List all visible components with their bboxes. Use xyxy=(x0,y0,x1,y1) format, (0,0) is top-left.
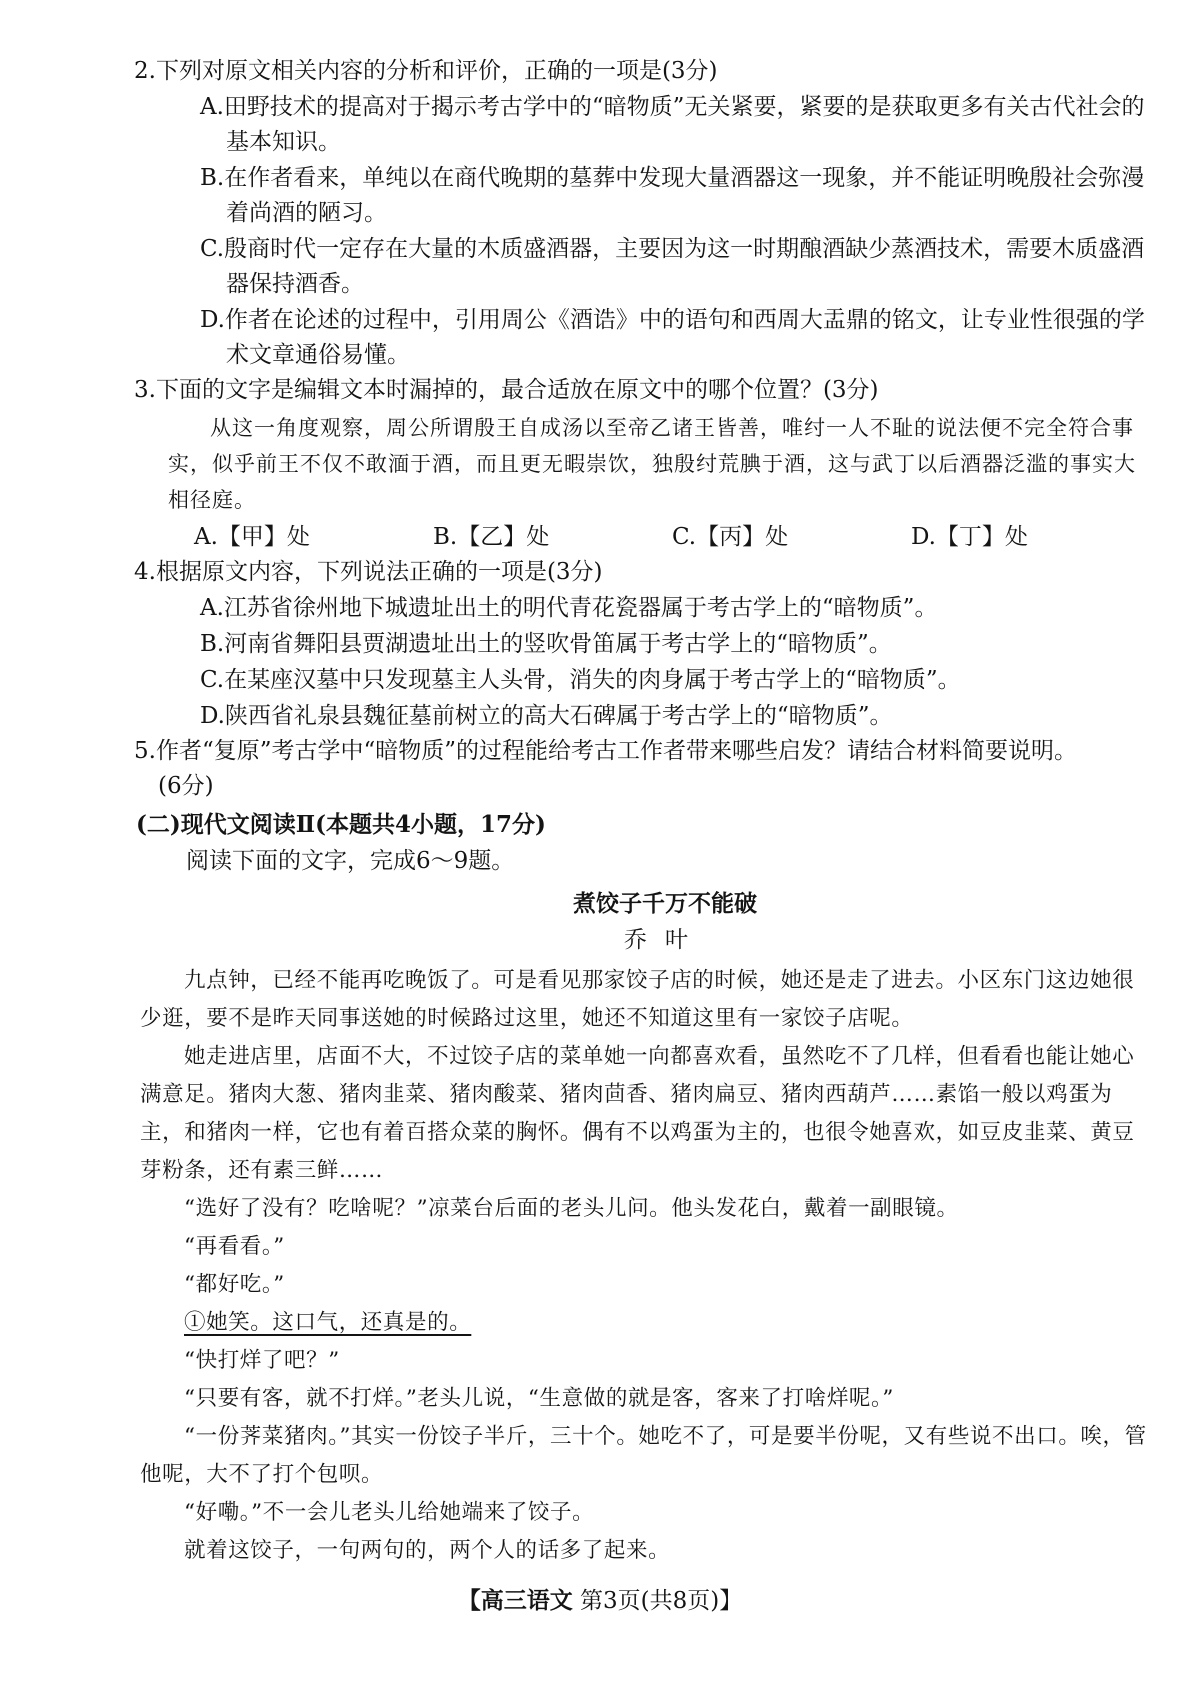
question-score: (6分) xyxy=(158,773,214,799)
underlined-sentence: ①她笑。这口气，还真是的。 xyxy=(184,1310,472,1335)
section-instruction: 阅读下面的文字，完成6～9题。 xyxy=(186,848,515,874)
story-paragraph: “都好吃。” xyxy=(184,1272,285,1297)
question-4 xyxy=(134,555,1150,734)
option-d: D.作者在论述的过程中，引用周公《酒诰》中的语句和西周大盂鼎的铭文，让专业性很强的学术文章通俗易懂。 xyxy=(200,307,1145,368)
section-heading: (二)现代文阅读Ⅱ(本题共4小题，17分) xyxy=(136,811,546,838)
question-stem: 3.下面的文字是编辑文本时漏掉的，最合适放在原文中的哪个位置？(3分) xyxy=(134,377,879,403)
option-c: C.【丙】处 xyxy=(672,524,789,550)
question-stem: 4.根据原文内容，下列说法正确的一项是(3分) xyxy=(134,559,603,585)
story-paragraph: “好嘞。”不一会儿老头儿给她端来了饺子。 xyxy=(184,1500,595,1525)
story-paragraph: “一份荠菜猪肉。”其实一份饺子半斤，三十个。她吃不了，可是要半份呢，又有些说不出口。唉，管他呢，大不了打个包呗。 xyxy=(140,1424,1147,1487)
footer-subject: 【高三语文 xyxy=(457,1587,573,1614)
story-paragraph: 九点钟，已经不能再吃晚饭了。可是看见那家饺子店的时候，她还是走了进去。小区东门这边她很少逛，要不是昨天同事送她的时候路过这里，她还不知道这里有一家饺子店呢。 xyxy=(140,968,1135,1031)
question-stem: 2.下列对原文相关内容的分析和评价，正确的一项是(3分) xyxy=(134,58,718,84)
story-paragraph-underlined xyxy=(140,1304,1150,1342)
inserted-passage: 从这一角度观察，周公所谓殷王自成汤以至帝乙诸王皆善，唯纣一人不耻的说法便不完全符合事实，似乎前王不仅不敢湎于酒，而且更无暇崇饮，独殷纣荒腆于酒，这与武丁以后酒器泛滥的事实大相径庭。 xyxy=(168,416,1136,512)
question-stem: 5.作者“复原”考古学中“暗物质”的过程能给考古工作者带来哪些启发？请结合材料简要说明。 xyxy=(134,738,1077,764)
story-paragraph: 她走进店里，店面不大，不过饺子店的菜单她一向都喜欢看，虽然吃不了几样，但看看也能让她心满意足。猪肉大葱、猪肉韭菜、猪肉酸菜、猪肉茴香、猪肉扁豆、猪肉西葫芦……素馅一般以鸡蛋为主，和猪肉一样，它也有着百搭众菜的胸怀。偶有不以鸡蛋为主的，也很令她喜欢，如豆皮韭菜、黄豆芽粉条，还有素三鲜…… xyxy=(140,1044,1135,1183)
page-footer xyxy=(0,1584,1200,1618)
question-2 xyxy=(134,54,1150,373)
footer-page-number: 第3页(共8页)】 xyxy=(580,1588,743,1614)
story-author: 乔叶 xyxy=(624,927,706,953)
option-d: D.陕西省礼泉县魏征墓前树立的高大石碑属于考古学上的“暗物质”。 xyxy=(200,703,893,729)
option-b: B.【乙】处 xyxy=(433,524,550,550)
story-paragraph: “快打烊了吧？” xyxy=(184,1348,340,1373)
option-a: A.江苏省徐州地下城遗址出土的明代青花瓷器属于考古学上的“暗物质”。 xyxy=(200,595,938,621)
question-3 xyxy=(134,373,1150,555)
story-paragraph: 就着这饺子，一句两句的，两个人的话多了起来。 xyxy=(184,1538,671,1563)
option-c: C.在某座汉墓中只发现墓主人头骨，消失的肉身属于考古学上的“暗物质”。 xyxy=(200,667,961,693)
option-a: A.田野技术的提高对于揭示考古学中的“暗物质”无关紧要，紧要的是获取更多有关古代社会的基本知识。 xyxy=(200,94,1145,155)
option-a: A.【甲】处 xyxy=(194,524,310,550)
story-paragraph: “只要有客，就不打烊。”老头儿说，“生意做的就是客，客来了打啥烊呢。” xyxy=(184,1386,894,1411)
option-b: B.河南省舞阳县贾湖遗址出土的竖吹骨笛属于考古学上的“暗物质”。 xyxy=(200,631,892,657)
story-paragraph: “再看看。” xyxy=(184,1234,285,1259)
question-5 xyxy=(134,734,1150,804)
story-title: 煮饺子千万不能破 xyxy=(573,890,757,917)
options-row xyxy=(194,520,1150,555)
story xyxy=(140,886,1150,1570)
option-c: C.殷商时代一定存在大量的木质盛酒器，主要因为这一时期酿酒缺少蒸酒技术，需要木质盛酒器保持酒香。 xyxy=(200,236,1145,297)
option-d: D.【丁】处 xyxy=(911,524,1028,550)
option-b: B.在作者看来，单纯以在商代晚期的墓葬中发现大量酒器这一现象，并不能证明晚殷社会弥漫着尚酒的陋习。 xyxy=(200,165,1145,226)
story-paragraph: “选好了没有？吃啥呢？”凉菜台后面的老头儿问。他头发花白，戴着一副眼镜。 xyxy=(184,1196,959,1221)
